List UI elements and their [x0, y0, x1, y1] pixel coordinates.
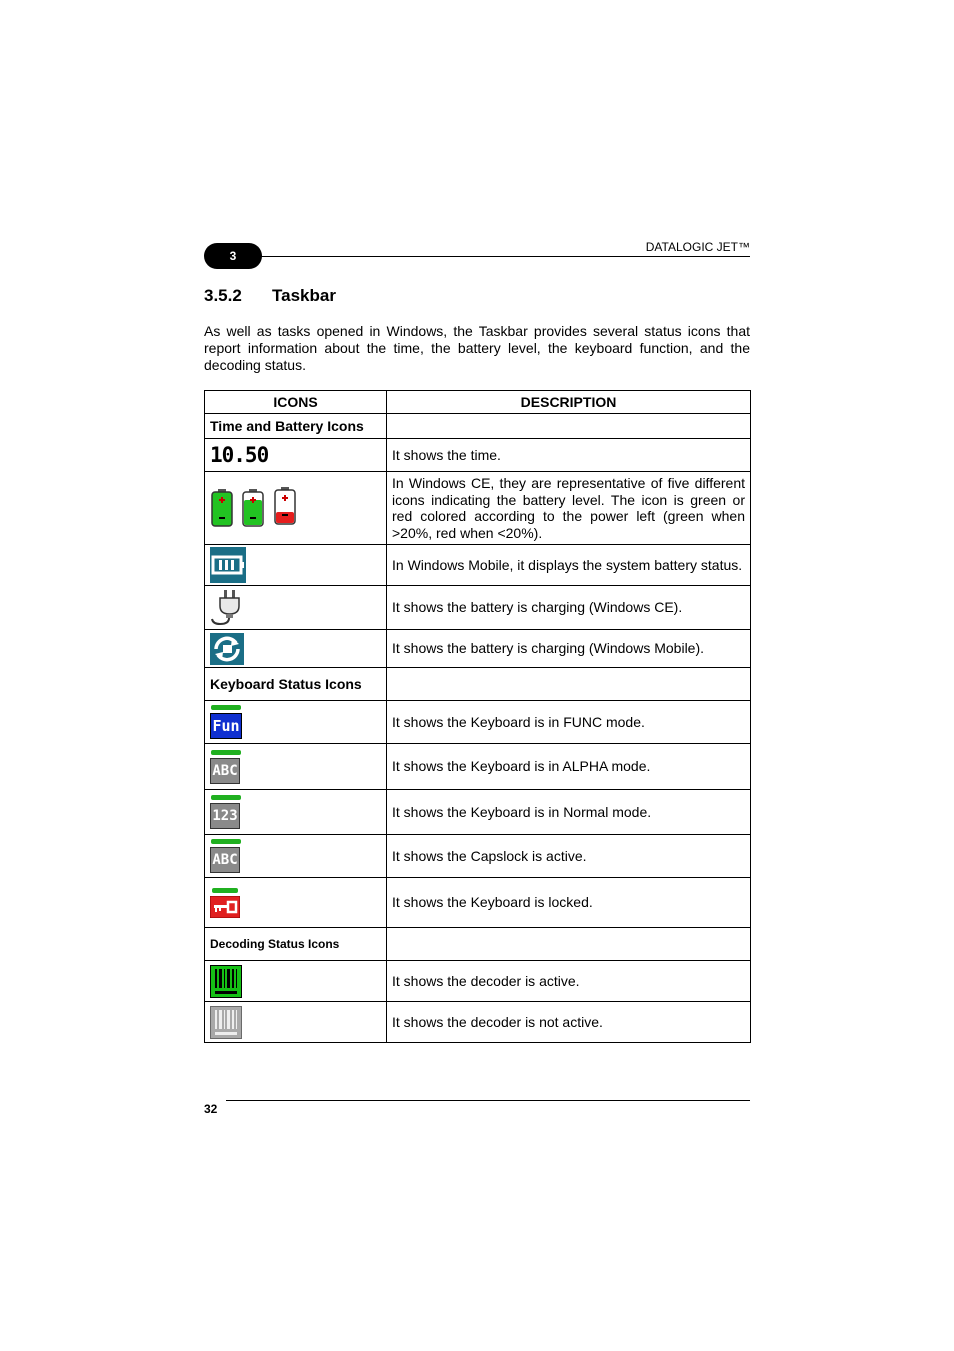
wm-charging-icon: [210, 633, 244, 665]
group-row-time-battery: [205, 414, 751, 439]
description-cell: It shows the Keyboard is in Normal mode.: [387, 790, 751, 835]
description-cell: It shows the Capslock is active.: [387, 835, 751, 878]
footer-rule: [226, 1100, 750, 1101]
group-label-decoding: Decoding Status Icons: [205, 928, 387, 961]
capslock-label: ABC: [210, 847, 240, 873]
keyboard-locked-icon: [210, 888, 242, 918]
decoder-inactive-icon: [210, 1006, 242, 1039]
table-row: [205, 790, 751, 835]
section-number: 3.5.2: [204, 286, 242, 305]
func-mode-icon: [210, 705, 242, 739]
icon-cell: [205, 439, 387, 472]
func-mode-label: Fun: [210, 713, 242, 739]
icon-cell: [205, 701, 387, 744]
table-row: [205, 744, 751, 790]
chapter-badge: 3: [204, 243, 262, 269]
table-header-row: [205, 391, 751, 414]
section-heading: [204, 286, 336, 306]
table-row: [205, 878, 751, 928]
icon-cell: [205, 744, 387, 790]
section-title: Taskbar: [272, 286, 336, 305]
header-rule: [250, 256, 750, 257]
battery-medium-icon: [243, 489, 263, 526]
empty-cell: [387, 928, 751, 961]
table-row: [205, 835, 751, 878]
key-icon: [210, 896, 240, 918]
time-display-icon: 10.50: [210, 443, 269, 467]
description-cell: It shows the Keyboard is in ALPHA mode.: [387, 744, 751, 790]
plug-charging-icon: [210, 589, 244, 627]
intro-paragraph: As well as tasks opened in Windows, the Taskbar provides several status icons that report information about the time, the battery level, the keyboard function, and the decoding status.: [204, 323, 750, 373]
icon-cell: [205, 961, 387, 1002]
decoder-active-icon: [210, 965, 242, 998]
battery-level-icons: [210, 486, 305, 530]
alpha-mode-icon: [210, 750, 242, 784]
description-cell: It shows the Keyboard is in FUNC mode.: [387, 701, 751, 744]
empty-cell: [387, 668, 751, 701]
table-row: [205, 586, 751, 630]
table-row: [205, 1002, 751, 1043]
icon-cell: [205, 1002, 387, 1043]
group-label-keyboard: Keyboard Status Icons: [205, 668, 387, 701]
description-cell: It shows the Keyboard is locked.: [387, 878, 751, 928]
battery-full-icon: [212, 489, 232, 526]
capslock-icon: [210, 839, 242, 873]
table-row: [205, 961, 751, 1002]
group-label-time-battery: Time and Battery Icons: [205, 414, 387, 439]
description-cell: It shows the decoder is not active.: [387, 1002, 751, 1043]
description-cell: It shows the decoder is active.: [387, 961, 751, 1002]
column-header-icons: ICONS: [205, 391, 387, 414]
description-cell: In Windows CE, they are representative of five different icons indicating the battery level. The icon is green or red colored according to the power left (green when >20%, red when <20%).: [387, 472, 751, 545]
table-row: [205, 545, 751, 586]
group-row-keyboard: [205, 668, 751, 701]
icon-cell: [205, 835, 387, 878]
group-row-decoding: [205, 928, 751, 961]
normal-mode-label: 123: [210, 803, 240, 829]
icon-cell: [205, 790, 387, 835]
battery-low-icon: [275, 487, 295, 524]
empty-cell: [387, 414, 751, 439]
description-cell: It shows the battery is charging (Windows CE).: [387, 586, 751, 630]
icon-cell: [205, 630, 387, 668]
alpha-mode-label: ABC: [210, 758, 240, 784]
wm-battery-icon: [210, 547, 246, 583]
page-number: 32: [204, 1102, 218, 1116]
description-cell: In Windows Mobile, it displays the system battery status.: [387, 545, 751, 586]
taskbar-icons-table: [204, 390, 751, 1043]
icon-cell: [205, 878, 387, 928]
icon-cell: [205, 472, 387, 545]
table-row: [205, 439, 751, 472]
icon-cell: [205, 545, 387, 586]
normal-mode-icon: [210, 795, 242, 829]
description-cell: It shows the battery is charging (Windows Mobile).: [387, 630, 751, 668]
table-row: [205, 630, 751, 668]
description-cell: It shows the time.: [387, 439, 751, 472]
header-title: DATALOGIC JET™: [645, 240, 750, 254]
icon-cell: [205, 586, 387, 630]
table-row: [205, 701, 751, 744]
column-header-description: DESCRIPTION: [387, 391, 751, 414]
table-row: [205, 472, 751, 545]
